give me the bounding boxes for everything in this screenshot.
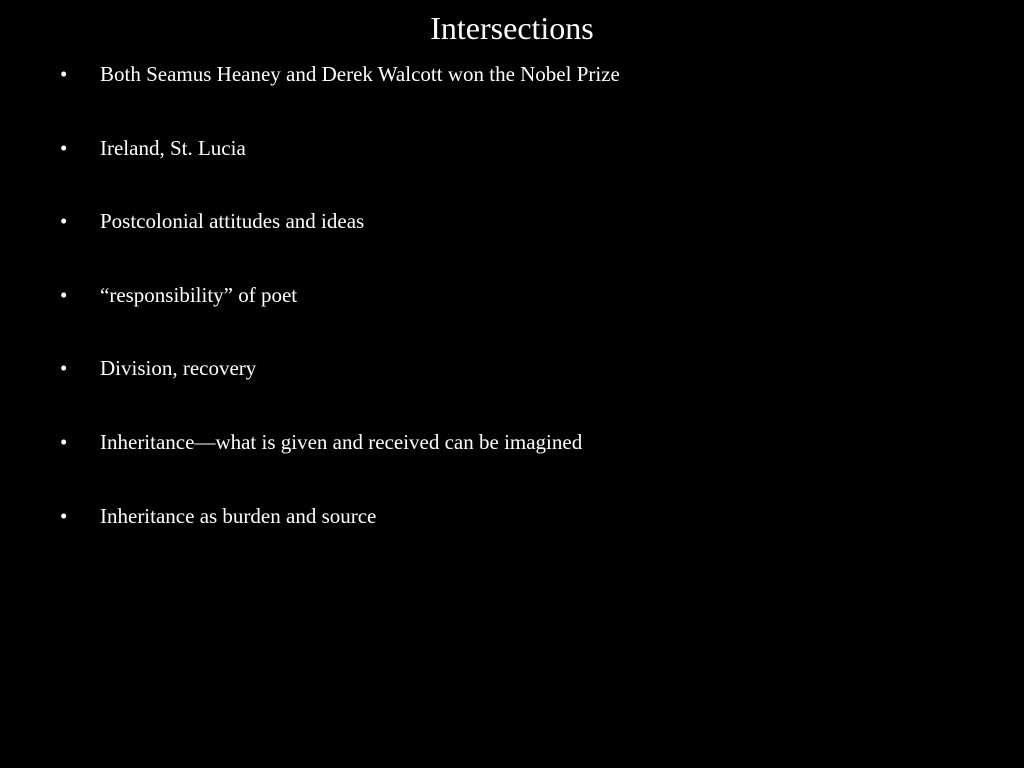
bullet-icon: • bbox=[60, 356, 68, 381]
bullet-text: Postcolonial attitudes and ideas bbox=[100, 209, 365, 234]
bullet-text: Ireland, St. Lucia bbox=[100, 135, 246, 160]
bullet-text: Both Seamus Heaney and Derek Walcott won the Nobel Prize bbox=[100, 62, 620, 86]
bullet-icon: • bbox=[60, 503, 68, 528]
bullet-icon: • bbox=[60, 135, 68, 160]
bullet-text: Inheritance—what is given and received can be imagined bbox=[100, 429, 583, 454]
bullet-list bbox=[0, 55, 1024, 570]
bullet-text: “responsibility” of poet bbox=[100, 282, 298, 307]
list-item bbox=[0, 423, 1024, 497]
list-item bbox=[0, 276, 1024, 350]
bullet-icon: • bbox=[60, 429, 68, 454]
bullet-text: Division, recovery bbox=[100, 356, 257, 381]
slide-title: Intersections bbox=[430, 10, 594, 46]
list-item bbox=[0, 202, 1024, 276]
list-item bbox=[0, 129, 1024, 203]
list-item bbox=[0, 55, 1024, 129]
list-item bbox=[0, 497, 1024, 571]
bullet-icon: • bbox=[60, 62, 68, 86]
bullet-icon: • bbox=[60, 209, 68, 234]
bullet-icon: • bbox=[60, 282, 68, 307]
bullet-text: Inheritance as burden and source bbox=[100, 503, 377, 528]
list-item bbox=[0, 349, 1024, 423]
